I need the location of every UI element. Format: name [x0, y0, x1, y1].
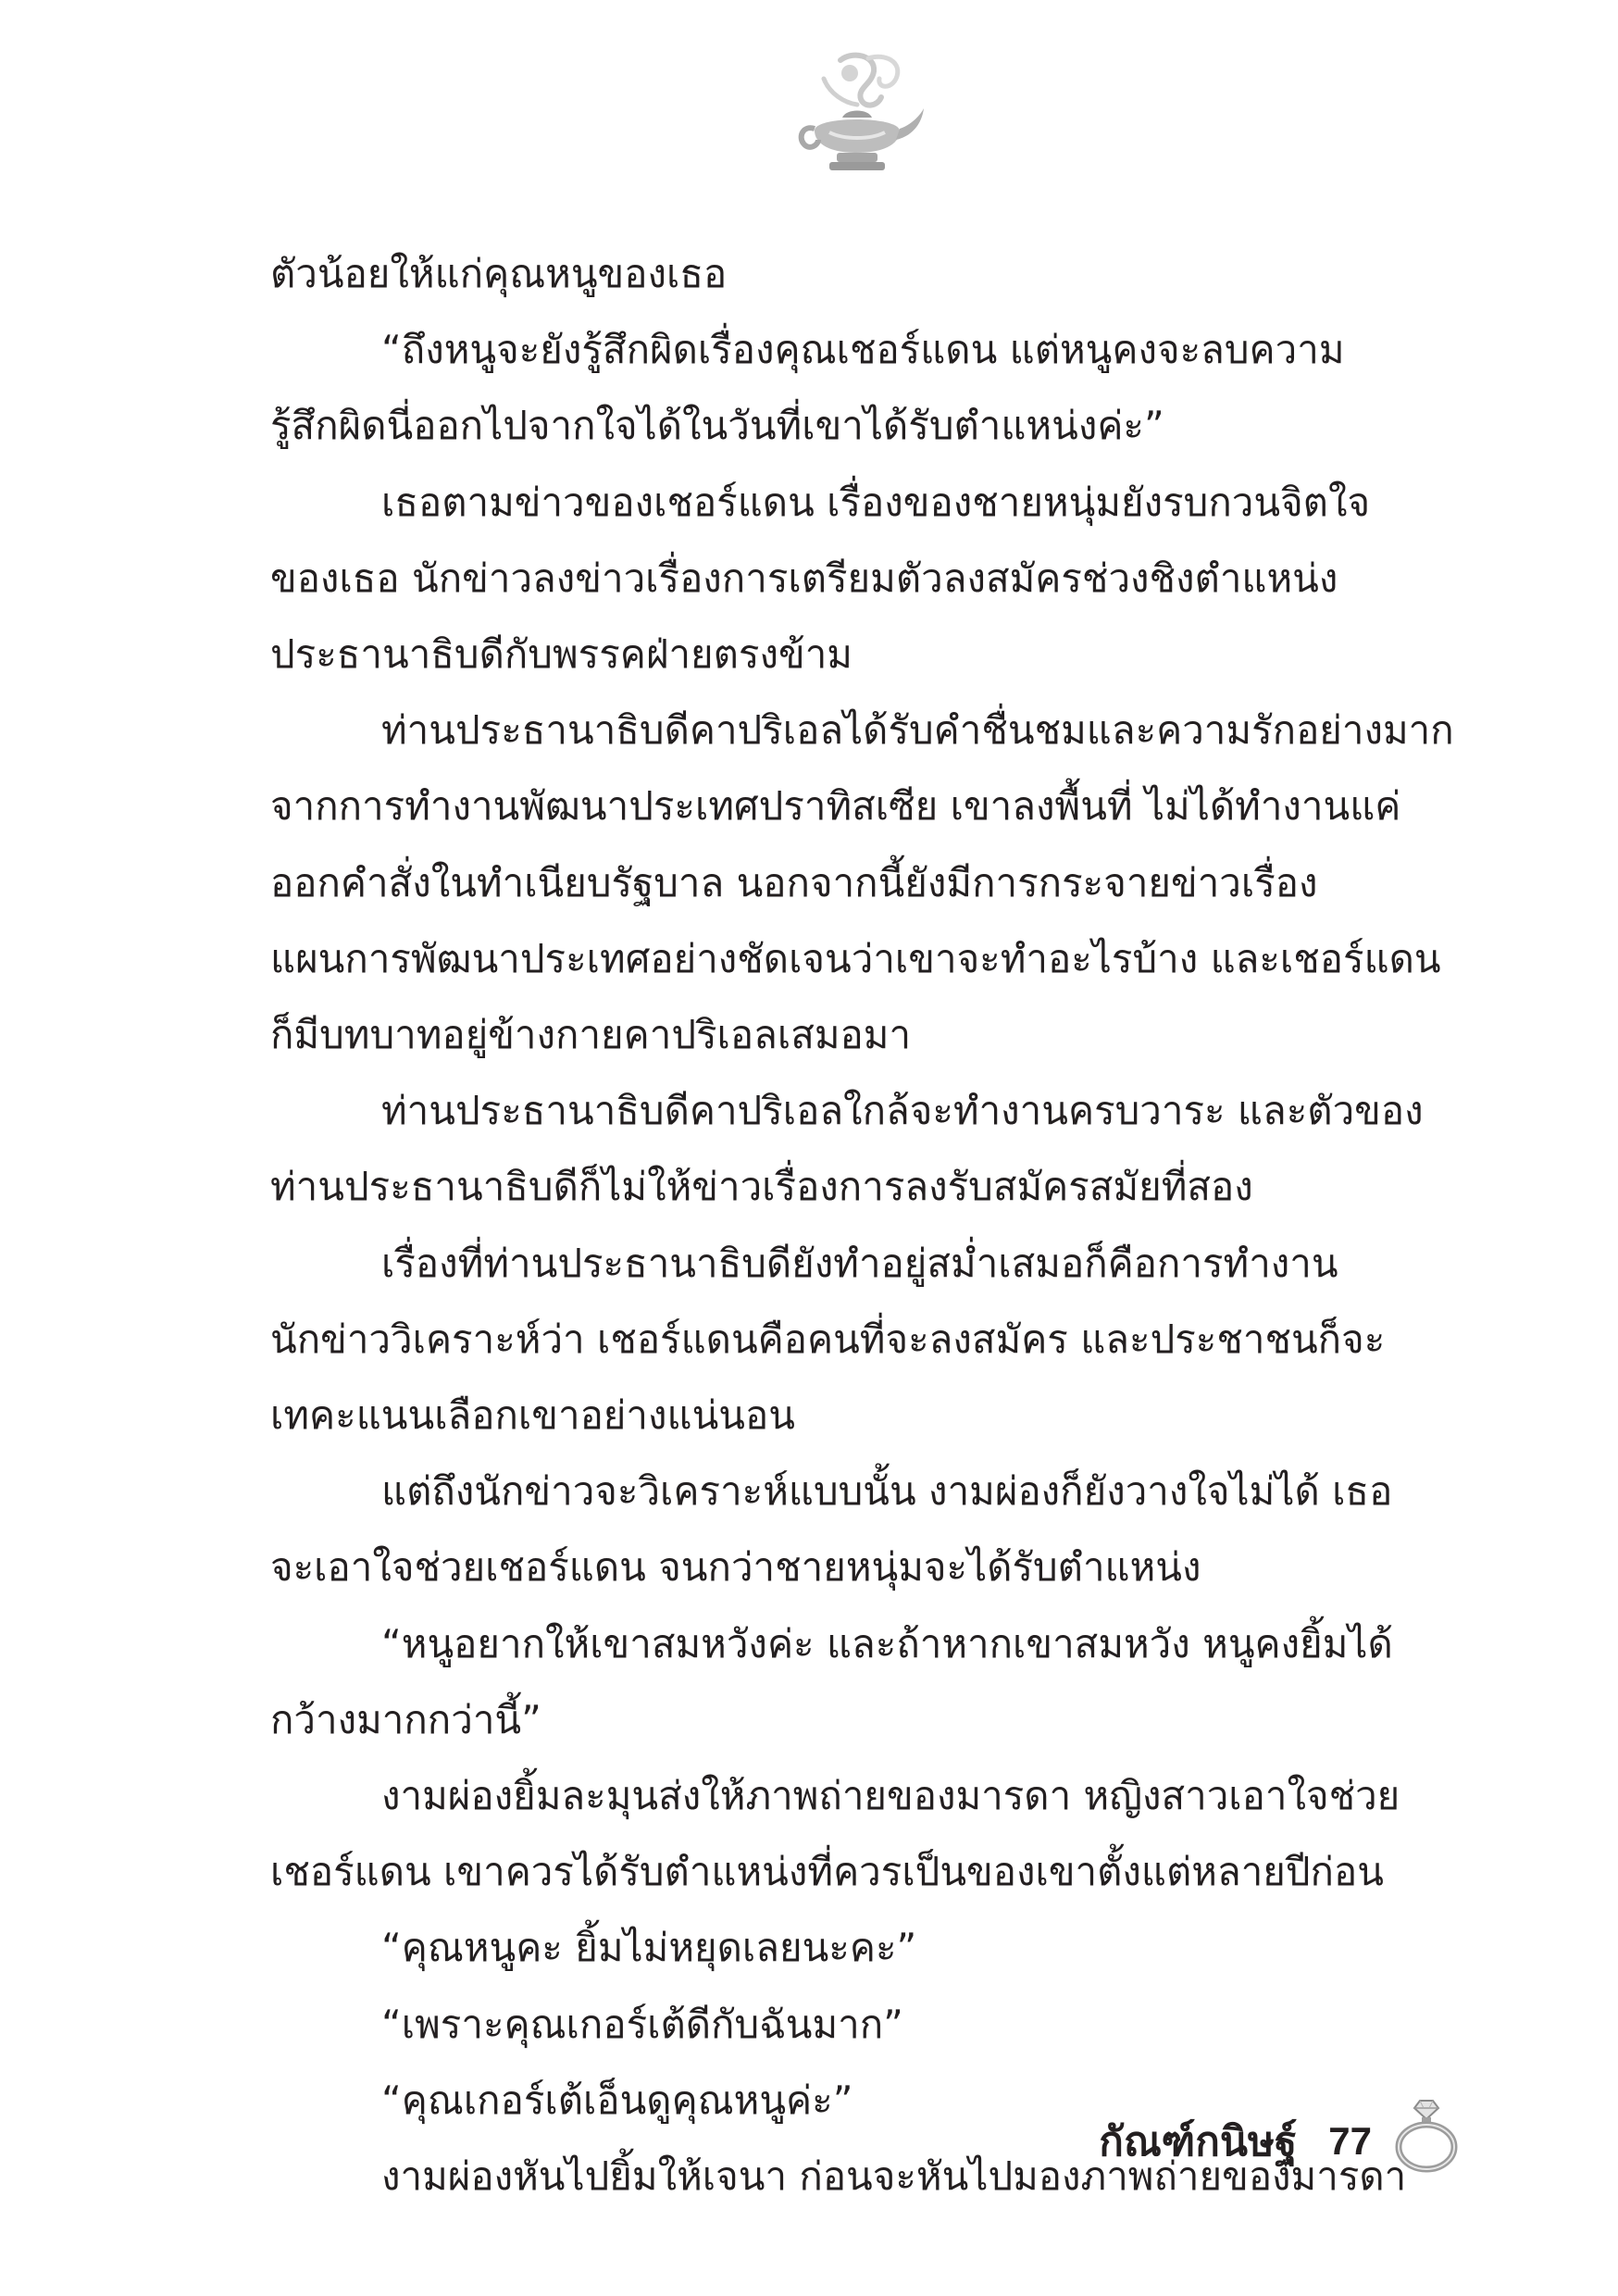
text-line: ก็มีบทบาทอยู่ข้างกายคาปริเอลเสมอมา [270, 1012, 912, 1058]
text-line: ท่านประธานาธิบดีก็ไม่ให้ข่าวเรื่องการลงรับสมัครสมัยที่สอง [270, 1164, 1253, 1210]
text-line: จะเอาใจช่วยเชอร์แดน จนกว่าชายหนุ่มจะได้รับตำแหน่ง [270, 1544, 1201, 1591]
text-line: ออกคำสั่งในทำเนียบรัฐบาล นอกจากนี้ยังมีการกระจายข่าวเรื่อง [270, 859, 1318, 905]
text-line: แต่ถึงนักข่าวจะวิเคราะห์แบบนั้น งามผ่องก็ยังวางใจไม่ได้ เธอ [381, 1468, 1393, 1515]
page-footer [1099, 2100, 1461, 2183]
text-line: ของเธอ นักข่าวลงข่าวเรื่องการเตรียมตัวลงสมัครช่วงชิงตำแหน่ง [270, 555, 1338, 601]
genie-lamp-icon [796, 51, 926, 176]
text-line: ท่านประธานาธิบดีคาปริเอลได้รับคำชื่นชมและความรักอย่างมาก [381, 707, 1454, 754]
text-line: เธอตามข่าวของเชอร์แดน เรื่องของชายหนุ่มยังรบกวนจิตใจ [381, 479, 1371, 525]
page-number: 77 [1328, 2119, 1372, 2163]
book-title: กัณฑ์กนิษฐ์ [1099, 2118, 1298, 2165]
diamond-ring-icon [1392, 2095, 1461, 2175]
text-line: “คุณเกอร์เต้เอ็นดูคุณหนูค่ะ” [381, 2077, 853, 2123]
text-line: “เพราะคุณเกอร์เต้ดีกับฉันมาก” [381, 2001, 903, 2047]
text-line: แผนการพัฒนาประเทศอย่างชัดเจนว่าเขาจะทำอะไรบ้าง และเชอร์แดน [270, 935, 1441, 981]
text-line: เรื่องที่ท่านประธานาธิบดียังทำอยู่สม่ำเสมอก็คือการทำงาน [381, 1240, 1338, 1286]
body-text [270, 236, 1464, 2215]
text-line: กว้างมากกว่านี้” [270, 1696, 541, 1742]
text-line: ท่านประธานาธิบดีคาปริเอลใกล้จะทำงานครบวาระ และตัวของ [381, 1088, 1424, 1134]
text-line: “ถึงหนูจะยังรู้สึกผิดเรื่องคุณเชอร์แดน แต่หนูคงจะลบความ [381, 327, 1345, 373]
text-line: เทคะแนนเลือกเขาอย่างแน่นอน [270, 1392, 795, 1439]
text-line: จากการทำงานพัฒนาประเทศปราทิสเซีย เขาลงพื้นที่ ไม่ได้ทำงานแค่ [270, 783, 1401, 830]
text-line: เชอร์แดน เขาควรได้รับตำแหน่งที่ควรเป็นของเขาตั้งแต่หลายปีก่อน [270, 1849, 1384, 1895]
text-line: “หนูอยากให้เขาสมหวังค่ะ และถ้าหากเขาสมหวัง หนูคงยิ้มได้ [381, 1620, 1393, 1666]
text-line: ตัวน้อยให้แก่คุณหนูของเธอ [270, 251, 728, 296]
text-line: งามผ่องหันไปยิ้มให้เจนา ก่อนจะหันไปมองภาพถ่ายของมารดา [381, 2153, 1407, 2200]
text-line: ประธานาธิบดีกับพรรคฝ่ายตรงข้าม [270, 631, 853, 678]
text-line: นักข่าววิเคราะห์ว่า เชอร์แดนคือคนที่จะลงสมัคร และประชาชนก็จะ [270, 1316, 1386, 1362]
text-line: รู้สึกผิดนี่ออกไปจากใจได้ในวันที่เขาได้รับตำแหน่งค่ะ” [270, 403, 1164, 449]
text-line: งามผ่องยิ้มละมุนส่งให้ภาพถ่ายของมารดา หญิงสาวเอาใจช่วย [381, 1773, 1400, 1819]
text-line: “คุณหนูคะ ยิ้มไม่หยุดเลยนะคะ” [381, 1925, 917, 1971]
